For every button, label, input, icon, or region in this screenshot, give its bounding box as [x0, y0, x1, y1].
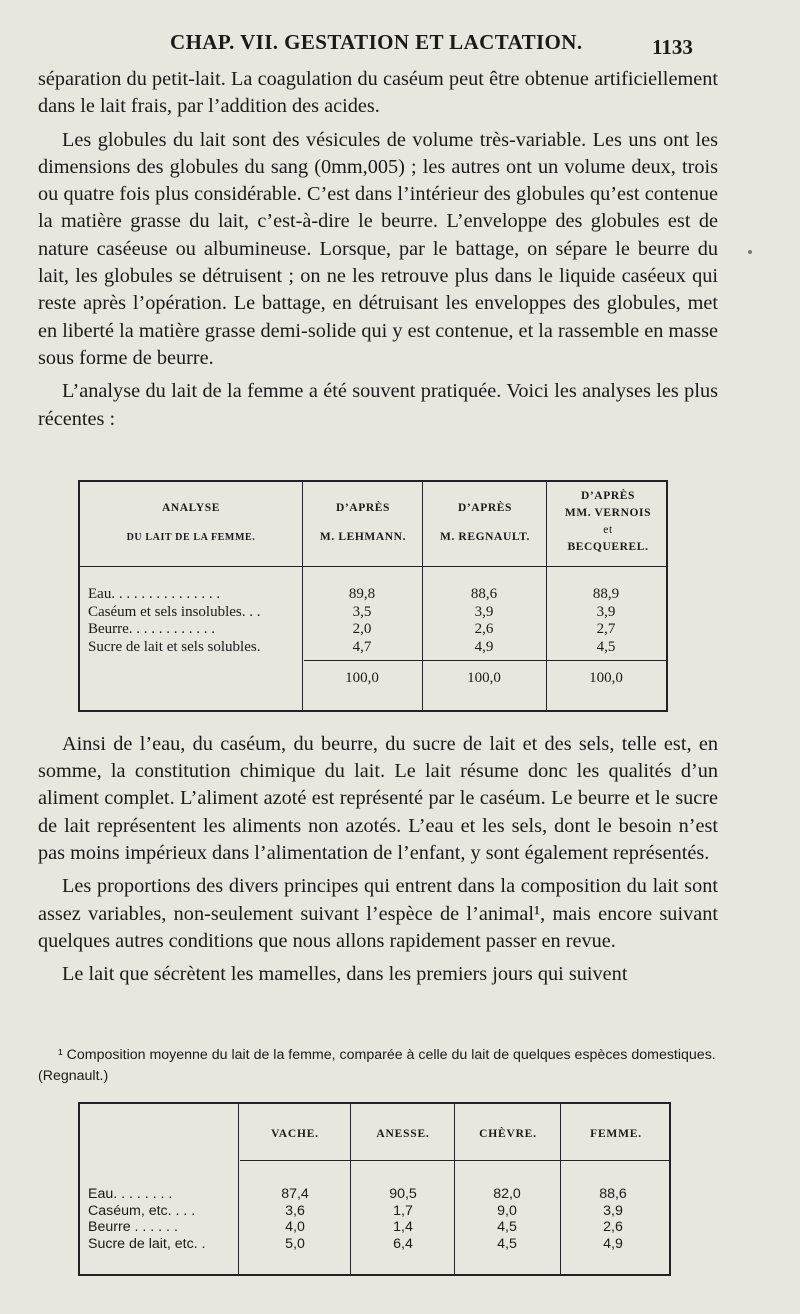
table-row-label: Beurre . . . . . . — [88, 1219, 178, 1235]
table-cell: 4,5 — [497, 1219, 517, 1235]
table-cell: 88,9 — [592, 586, 620, 602]
table-cell: 87,4 — [281, 1186, 309, 1202]
table-row-label: Caséum et sels insolubles. . . — [88, 603, 261, 620]
table-cell: 3,5 — [352, 603, 372, 620]
milk-analysis-table — [78, 480, 668, 712]
total-vernois: 100,0 — [589, 670, 623, 686]
table-cell: 4,5 — [497, 1235, 517, 1252]
header-regnault: D’APRÈS M. REGNAULT. — [440, 502, 530, 543]
species-comparison-table — [78, 1102, 671, 1276]
paragraph: séparation du petit-lait. La coagulation du caséum peut être obtenue artificiellement dans le lait frais, par l’addition des acides. — [38, 68, 718, 118]
header-vache: VACHE. — [271, 1128, 319, 1140]
table-cell: 2,7 — [596, 621, 616, 637]
table-row-label: Eau. . . . . . . . . . . . . . . — [88, 586, 221, 602]
table-cell: 3,6 — [285, 1202, 305, 1219]
header-femme: FEMME. — [590, 1128, 642, 1140]
table-cell: 88,6 — [599, 1186, 627, 1202]
table-cell: 3,9 — [474, 603, 494, 620]
paragraph: Le lait que sécrètent les mamelles, dans les premiers jours qui suivent — [62, 963, 628, 986]
paragraph: L’analyse du lait de la femme a été souvent pratiquée. Voici les analyses les plus récentes : — [38, 380, 718, 430]
table-cell: 90,5 — [389, 1186, 417, 1202]
table-cell: 82,0 — [493, 1186, 521, 1202]
table-cell: 5,0 — [285, 1235, 305, 1252]
page-number: 1133 — [652, 35, 693, 59]
chapter-title: CHAP. VII. GESTATION ET LACTATION. — [170, 30, 583, 54]
total-lehmann: 100,0 — [345, 670, 379, 686]
table-row-label: Eau. . . . . . . . — [88, 1186, 173, 1202]
table-cell: 2,6 — [603, 1219, 623, 1235]
table-cell: 3,9 — [603, 1202, 623, 1219]
header-chevre: CHÈVRE. — [479, 1128, 537, 1140]
table-cell: 2,0 — [352, 621, 372, 637]
paragraph: Les globules du lait sont des vésicules de volume très-variable. Les uns ont les dimensions des globules du sang (0mm,005) ; les autres ont un volume deux, trois ou quatre fois plus considérable. C’est dans l’intérieur des globules qu’est contenue la matière grasse du lait, c’est-à-dire le beurre. L’enveloppe des globules est de nature caséeuse ou albumineuse. Lorsque, par le battage, on sépare le beurre du lait, les globules se détruisent ; on ne les retrouve plus dans le liquide caséeux qui reste après l’opération. Le battage, en détruisant les enveloppes des globules, met en liberté la matière grasse demi-solide qui y est contenue, et la rassemble en masse sous forme de beurre. — [38, 128, 718, 369]
table-cell: 6,4 — [393, 1235, 413, 1252]
table-cell: 2,6 — [474, 621, 494, 637]
header-vernois-becquerel: D’APRÈS MM. VERNOIS et BECQUEREL. — [564, 490, 652, 553]
table-cell: 3,9 — [596, 603, 616, 620]
ink-speck — [748, 250, 752, 254]
paragraph: Les proportions des divers principes qui entrent dans la composition du lait sont assez variables, non-seulement suivant l’espèce de l’animal¹, mais encore suivant quelques autres conditions que nous allons rapidement passer en revue. — [38, 875, 718, 952]
table-row-label: Sucre de lait, etc. . — [88, 1235, 206, 1252]
header-anesse: ANESSE. — [376, 1128, 430, 1140]
table-cell: 4,9 — [474, 638, 494, 655]
table-cell: 88,6 — [470, 586, 498, 602]
table-row-label: Sucre de lait et sels solubles. — [88, 638, 261, 655]
running-header — [0, 30, 800, 62]
table-cell: 4,7 — [352, 638, 372, 655]
table-cell: 1,4 — [393, 1219, 413, 1235]
table-cell: 4,9 — [603, 1235, 623, 1252]
table-row-label: Beurre. . . . . . . . . . . . — [88, 621, 216, 637]
table-row-label: Caséum, etc. . . . — [88, 1202, 196, 1219]
header-lehmann: D’APRÈS M. LEHMANN. — [319, 502, 407, 543]
total-regnault: 100,0 — [467, 670, 501, 686]
footnote: ¹ Composition moyenne du lait de la femme, comparée à celle du lait de quelques espèces domestiques. (Regnault.) — [38, 1047, 716, 1084]
table-cell: 4,5 — [596, 638, 616, 655]
table-cell: 4,0 — [285, 1219, 305, 1235]
paragraph: Ainsi de l’eau, du caséum, du beurre, du sucre de lait et des sels, telle est, en somme, la constitution chimique du lait. Le lait résume donc les qualités d’un aliment complet. L’aliment azoté est représenté par le caséum. Le beurre et le sucre de lait représentent les aliments non azotés. L’eau et les sels, dont le besoin n’est pas moins impérieux dans l’alimentation de l’enfant, y sont également représentés. — [38, 732, 718, 865]
table-cell: 1,7 — [393, 1202, 413, 1219]
table-cell: 9,0 — [497, 1202, 517, 1219]
table-cell: 89,8 — [348, 586, 376, 602]
header-analyse: ANALYSE DU LAIT DE LA FEMME. — [126, 502, 256, 543]
